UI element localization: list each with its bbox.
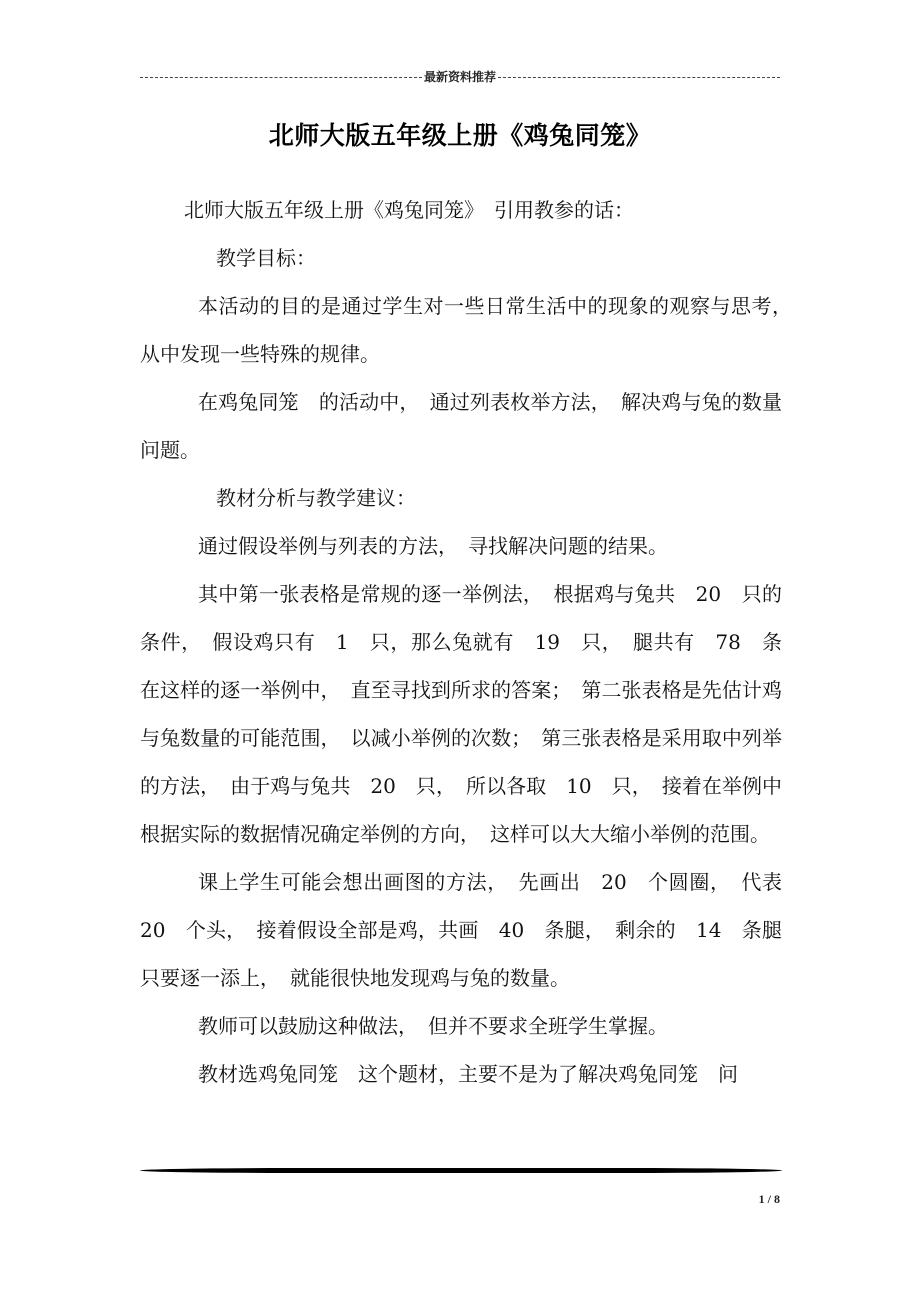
- page-number: 1 / 8: [758, 1192, 780, 1206]
- paragraph: 教师可以鼓励这种做法， 但并不要求全班学生掌握。: [198, 1014, 668, 1038]
- footer-rule: [140, 1168, 782, 1173]
- paragraph: 教材选鸡兔同笼 这个题材，主要不是为了解决鸡兔同笼 问: [198, 1062, 738, 1086]
- heading-teaching-goals: 教学目标：: [216, 246, 316, 270]
- header-dash-left: [140, 77, 422, 78]
- header-rule: [140, 68, 780, 84]
- document-body: [140, 186, 802, 1098]
- paragraph: 本活动的目的是通过学生对一些日常生活中的现象的观察与思考， 从中发现一些特殊的规律。: [140, 294, 802, 366]
- document-title: 北师大版五年级上册《鸡兔同笼》: [268, 121, 652, 150]
- paragraph-intro: 北师大版五年级上册《鸡兔同笼》 引用教参的话：: [184, 198, 634, 222]
- paragraph: 通过假设举例与列表的方法， 寻找解决问题的结果。: [198, 534, 668, 558]
- paragraph: 课上学生可能会想出画图的方法， 先画出 20 个圆圈， 代表 20 个头， 接着假设全部是鸡，共画 40 条腿， 剩余的 14 条腿只要逐一添上， 就能很快地发现鸡与兔的数量。: [140, 870, 802, 990]
- heading-analysis: 教材分析与教学建议：: [216, 486, 416, 510]
- header-dash-right: [498, 77, 780, 78]
- paragraph: 其中第一张表格是常规的逐一举例法， 根据鸡与兔共 20 只的条件， 假设鸡只有 1 只，那么兔就有 19 只， 腿共有 78 条在这样的逐一举例中， 直至寻找到所求的答案； 第二张表格是先估计鸡与兔数量的可能范围， 以减小举例的次数； 第三张表格是采用取中列举的方法， 由于鸡与兔共 20 只， 所以各取 10 只， 接着在举例中根据实际的数据情况确定举例的方向， 这样可以大大缩小举例的范围。: [140, 582, 782, 846]
- header-label: 最新资料推荐: [424, 69, 497, 84]
- paragraph: 在鸡兔同笼 的活动中， 通过列表枚举方法， 解决鸡与兔的数量问题。: [140, 390, 782, 462]
